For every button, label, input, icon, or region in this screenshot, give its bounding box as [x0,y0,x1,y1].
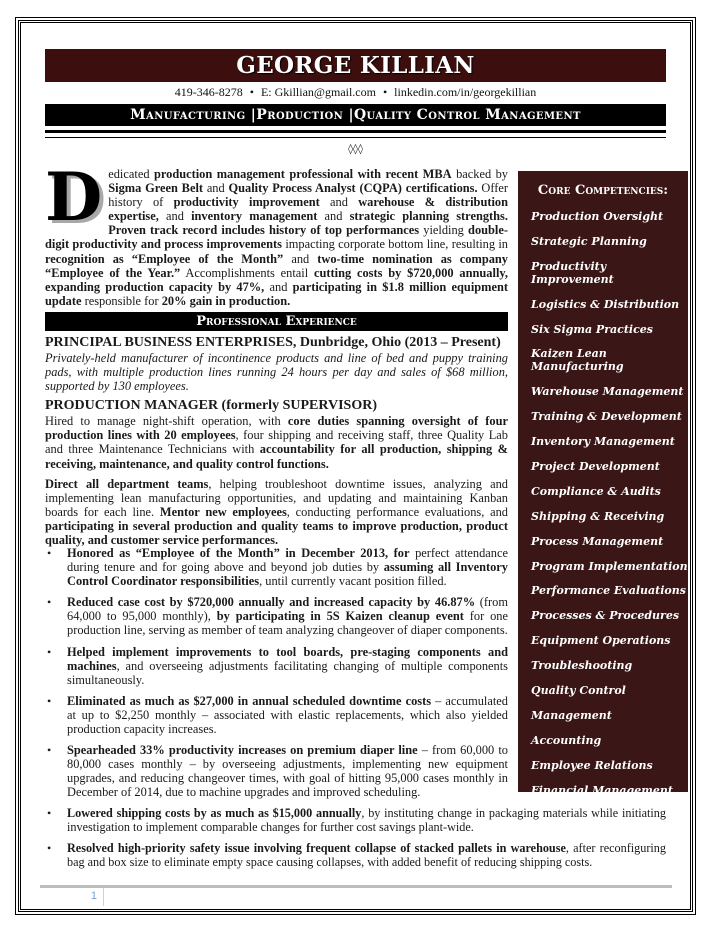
page-number: 1 [40,888,104,906]
divider-thin [45,137,666,138]
bullet-icon: • [47,743,52,758]
competency-item: Inventory Management [531,435,675,449]
bold-text: Spearheaded 33% productivity increases on premium diaper line [67,743,418,758]
bold-text: Direct all department teams [45,476,209,491]
bullet-icon: • [47,644,52,659]
text: , helping troubleshoot downtime issues, analyzing and implementing lean manufacturing opportunities, and updating and maintaining Kanban boards for each line. [45,476,508,519]
bold-text: recognition as “Employee of the Month” [45,251,284,266]
bold-text: Eliminated as much as $27,000 in annual scheduled downtime costs [67,693,432,708]
bold-text: production management professional with recent MBA [153,167,452,181]
text: Accomplishments entail [180,265,314,280]
competency-item: Financial Management [531,783,673,797]
section-title-experience: Professional Experience [45,312,508,331]
bold-text: by participating in 5S Kaizen cleanup event [216,609,464,624]
competency-item: Production Oversight [531,210,664,223]
role-title: PRODUCTION MANAGER (formerly SUPERVISOR) [45,398,377,414]
bullet-item [45,546,508,588]
bold-text: Mentor new employees [159,504,287,519]
competency-item: Performance Evaluations [531,584,686,598]
linkedin-link[interactable]: linkedin.com/in/georgekillian [394,85,537,99]
text: responsible for [81,293,162,308]
text: perfect attendance during tenure and for going above and beyond job duties by [67,546,508,575]
bullet-icon: • [47,693,52,708]
competency-item: Processes & Procedures [531,609,680,623]
bullet-icon: • [47,546,52,560]
bullet-icon: • [47,806,52,820]
competency-item: Strategic Planning [531,234,647,248]
divider-thick [45,130,666,133]
competency-item: Kaizen Lean Manufacturing [531,347,624,374]
text: – from 60,000 to 80,000 cases monthly – by overseeing adjustments, implementing new equipment upgrades, and reducing changeover times, with goal of hitting 95,000 cases monthly in December of 2014, due to machine upgrades and improved scheduling. [67,743,508,800]
text: for one production line, serving as member of team analyzing changeover of diaper components. [67,609,508,638]
bold-text: Lowered shipping costs by as much as $15,000 annually [67,806,362,820]
bold-text: two-time nomination as company “Employee of the Year.” [45,251,508,280]
role-paragraph [45,414,508,470]
phone: 419-346-8278 [174,85,243,99]
achievement-list-wide [45,806,666,876]
email: E: Gkillian@gmail.com [260,85,376,99]
competency-item: Quality Control [531,684,626,698]
competency-item: Logistics & Distribution [531,297,680,311]
text: impacting corporate bottom line, resulting in [282,237,509,252]
bold-text: Quality Process Analyst (CQPA) certifications. [228,181,478,196]
bullet-item [45,806,666,834]
competency-item: Accounting [531,733,602,747]
bullet-icon: • [47,841,52,856]
competency-item: Compliance & Audits [531,484,661,498]
text: edicated [108,167,154,181]
bold-text: accountability for all production, shipping & receiving, maintenance, and quality control functions. [45,442,508,471]
competency-item: Productivity Improvement [531,259,614,286]
bullet-item [45,694,508,736]
competency-item: Troubleshooting [531,659,633,673]
bold-text: Sigma Green Belt [108,181,204,196]
separator: • [249,85,254,99]
text: , and overseeing adjustments facilitating changing of multiple components simultaneously. [67,658,508,687]
text: and [319,195,359,210]
competency-item: Training & Development [531,410,682,424]
bold-text: Helped implement improvements to tool boards, pre-staging components and machines [67,644,508,673]
text: (from 64,000 to 95,000 monthly), [67,595,508,624]
competency-item: Employee Relations [531,758,653,772]
text: Hired to manage night-shift operation, with [45,414,288,429]
competency-item: Six Sigma Practices [531,322,653,336]
competency-item: Project Development [531,460,660,474]
bold-text: warehouse & distribution expertise, [108,195,508,224]
experience-block [45,335,508,553]
bold-text: productivity improvement [173,195,320,210]
bold-text: Reduced case cost by $720,000 annually and increased capacity by 46.87% [67,595,476,610]
bold-text: participating in $1.8 million equipment update [45,279,508,308]
bold-text: double-digit productivity and process improvements [45,223,508,252]
bullet-item [45,645,508,687]
bold-text: Honored as “Employee of the Month” in December 2013, for [67,546,410,560]
contact-line [45,85,666,100]
competency-item: Management [531,708,612,722]
text: Offer history of [108,181,509,210]
text: , four shipping and receiving staff, three Quality Lab and three Maintenance Technicians with [45,428,508,457]
drop-cap: D [45,158,103,236]
bold-text: inventory management [191,209,318,224]
text: and [264,279,293,294]
competency-item: Program Implementation [531,559,688,573]
bold-text: Resolved high-priority safety issue involving frequent collapse of stacked pallets in warehouse [67,841,566,856]
competency-item: Warehouse Management [531,385,684,399]
core-competencies-sidebar [518,171,688,797]
sidebar-title: Core Competencies: [537,183,669,198]
text: yielding [419,223,469,238]
achievement-list [45,546,508,807]
company-description: Privately-held manufacturer of incontinence products and line of bed and puppy training pads, with multiple production lines running 24 hours per day and sales of $68 million, supported by 130 employees. [45,351,508,394]
separator: • [382,85,388,99]
company-heading: PRINCIPAL BUSINESS ENTERPRISES, Dunbridge, Ohio (2013 – Present) [45,335,501,350]
summary [45,158,509,308]
role-paragraph [45,477,508,547]
summary-text [45,158,509,308]
text: – accumulated at up to $2,250 monthly – associated with elastic replacements, which also yielded production capacity increases. [67,693,508,737]
text: , until currently vacant position filled. [259,574,447,589]
bold-text: participating in several production and quality teams to improve production, product quality, and customer service performances. [45,518,508,548]
candidate-name: GEORGE KILLIAN [45,49,666,82]
competency-item: Shipping & Receiving [531,509,665,523]
headline: Manufacturing |Production |Quality Control Management [45,104,666,126]
text: , conducting performance evaluations, and [286,504,508,519]
competency-item: Equipment Operations [531,634,671,648]
bullet-icon: • [47,595,52,610]
bold-text: 20% gain in production. [161,293,291,308]
bold-text: cutting costs by $720,000 annually, expanding production capacity by 47%, [45,265,508,294]
text: and [317,209,350,224]
text: backed by [451,167,508,181]
text: and [158,209,192,224]
diamond-ornament-icon: ◊◊◊ [348,144,363,155]
text: and [283,251,318,266]
text: , by instituting change in packaging materials while initiating investigation to implement comparable changes for further cost savings plant-wide. [67,806,666,835]
footer-divider [40,885,672,888]
bold-text: assuming all Inventory Control Coordinator responsibilities [67,560,508,589]
text: and [203,181,229,196]
text: , after reconfiguring bag and box size to eliminate empty space causing collapses, with added benefit of reducing shipping costs. [67,841,666,870]
bold-text: strategic planning strengths. Proven track record includes history of top performances [108,209,508,238]
competency-list [531,210,688,797]
bullet-item [45,841,666,869]
bold-text: core duties spanning oversight of four production lines with 20 employees [45,414,508,443]
bullet-item [45,743,508,799]
bullet-item [45,595,508,637]
competency-item: Process Management [531,534,664,548]
